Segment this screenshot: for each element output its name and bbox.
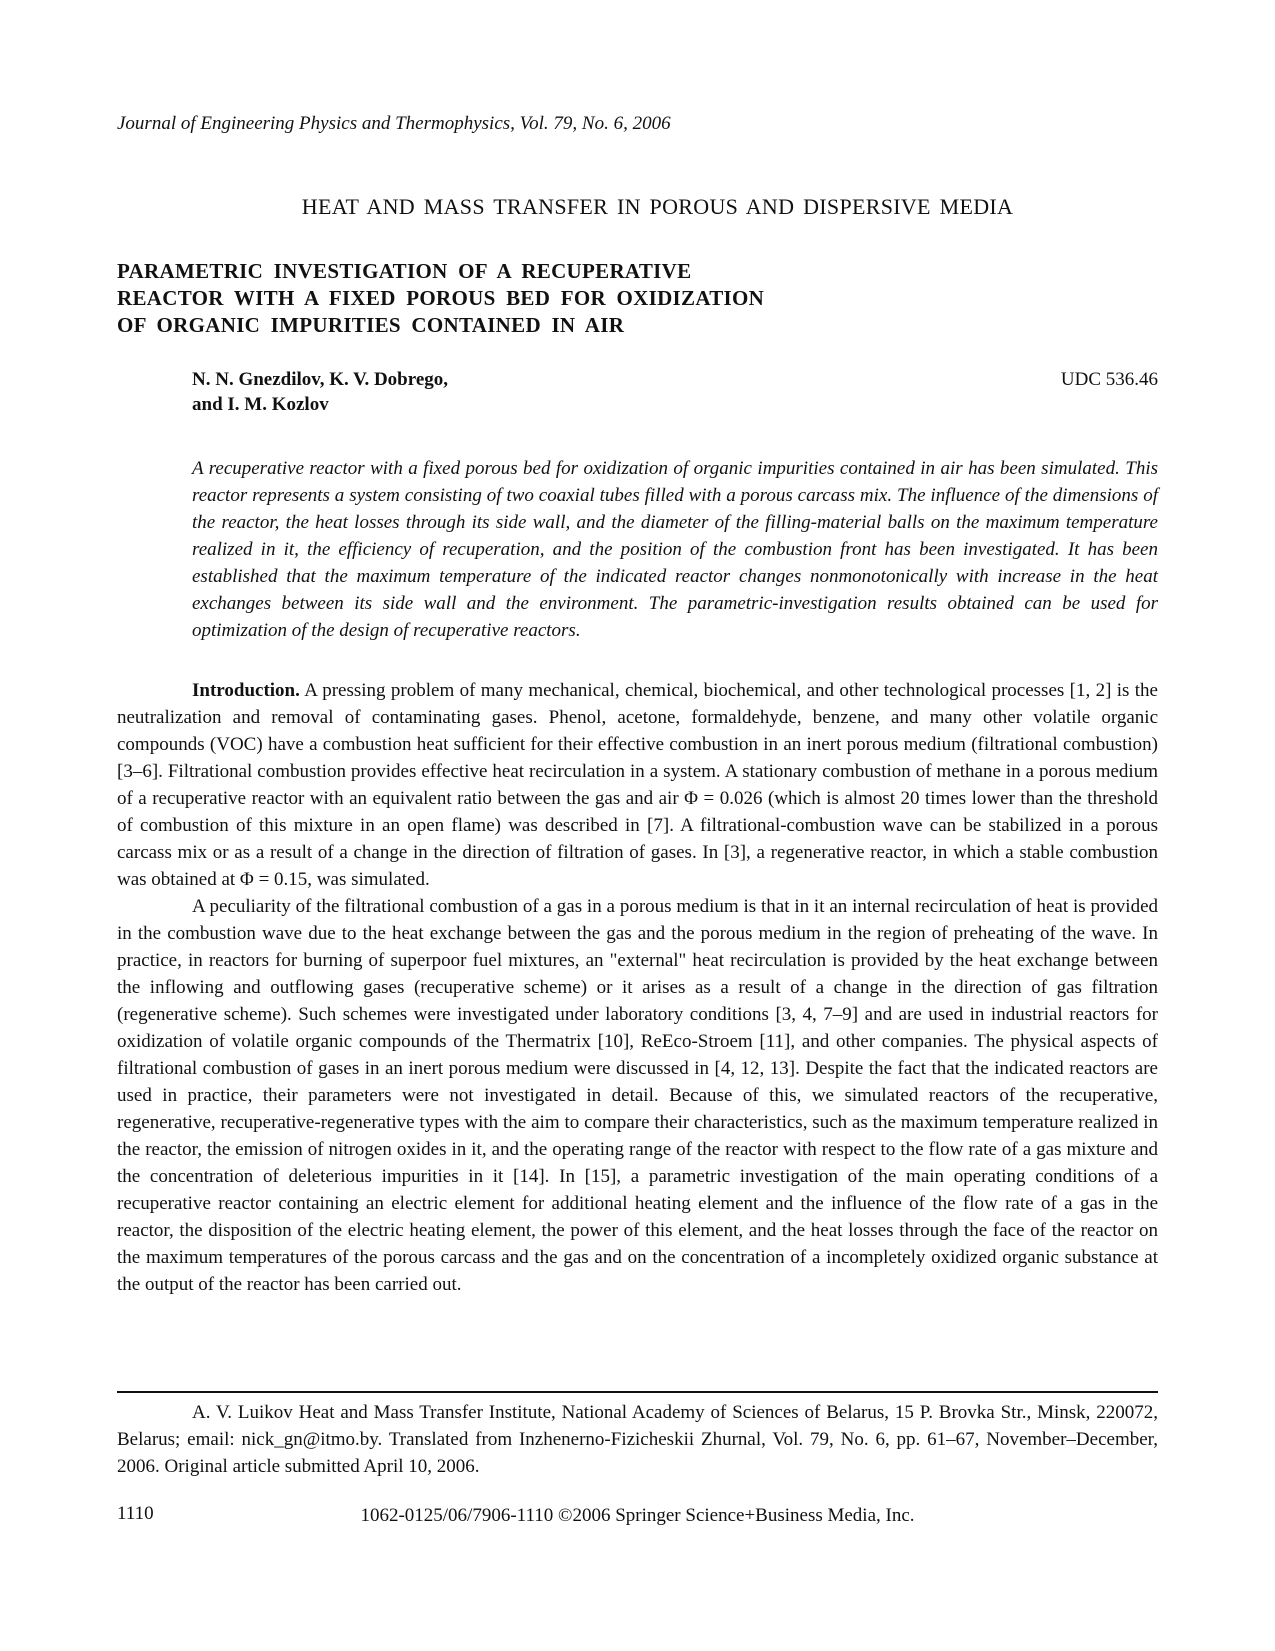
introduction-heading: Introduction. xyxy=(192,680,300,701)
footnote-divider xyxy=(117,1391,1158,1393)
udc-code: UDC 536.46 xyxy=(1060,369,1158,390)
title-line-2: REACTOR WITH A FIXED POROUS BED FOR OXIDIZATION xyxy=(117,286,765,310)
authors-line-2: and I. M. Kozlov xyxy=(192,394,329,415)
affiliation-footnote: A. V. Luikov Heat and Mass Transfer Institute, National Academy of Sciences of Belarus, 15 P. Brovka Str., Minsk, 220072, Belarus; email: nick_gn@itmo.by. Translated from Inzhenerno-Fizicheskii Zhurnal, Vol. 79, No. 6, pp. 61–67, November–December, 2006. Original article submitted April 10, 2006. xyxy=(117,1402,1158,1477)
copyright-line: 1062-0125/06/7906-1110 ©2006 Springer Science+Business Media, Inc. xyxy=(360,1505,915,1526)
introduction-paragraph-1-text: A pressing problem of many mechanical, chemical, biochemical, and other technological processes [1, 2] is the neutralization and removal of contaminating gases. Phenol, acetone, formaldehyde, benzene, and many other volatile organic compounds (VOC) have a combustion heat sufficient for their effective combustion in an inert porous medium (filtrational combustion) [3–6]. Filtrational combustion provides effective heat recirculation in a system. A stationary combustion of methane in a porous medium of a recuperative reactor with an equivalent ratio between the gas and air Φ = 0.026 (which is almost 20 times lower than the threshold of combustion of this mixture in an open flame) was described in [7]. A filtrational-combustion wave can be stabilized in a porous carcass mix or as a result of a change in the direction of filtration of gases. In [3], a regenerative reactor, in which a stable combustion was obtained at Φ = 0.15, was simulated. xyxy=(117,680,1158,890)
page-number: 1110 xyxy=(117,1503,154,1524)
journal-citation: Journal of Engineering Physics and Thermophysics, Vol. 79, No. 6, 2006 xyxy=(117,113,671,134)
title-line-3: OF ORGANIC IMPURITIES CONTAINED IN AIR xyxy=(117,313,625,337)
introduction-paragraph-2: A peculiarity of the filtrational combustion of a gas in a porous medium is that in it an internal recirculation of heat is provided in the combustion wave due to the heat exchange between the gas and the porous medium in the region of preheating of the wave. In practice, in reactors for burning of superpoor fuel mixtures, an "external" heat recirculation is provided by the heat exchange between the inflowing and outflowing gases (recuperative scheme) or it arises as a result of a change in the direction of gas filtration (regenerative scheme). Such schemes were investigated under laboratory conditions [3, 4, 7–9] and are used in industrial reactors for oxidization of volatile organic compounds of the Thermatrix [10], ReEco-Stroem [11], and other companies. The physical aspects of filtrational combustion of gases in an inert porous medium were discussed in [4, 12, 13]. Despite the fact that the indicated reactors are used in practice, their parameters were not investigated in detail. Because of this, we simulated reactors of the recuperative, regenerative, recuperative-regenerative types with the aim to compare their characteristics, such as the maximum temperature realized in the reactor, the emission of nitrogen oxides in it, and the operating range of the reactor with respect to the flow rate of a gas mixture and the concentration of deleterious impurities in it [14]. In [15], a parametric investigation of the main operating conditions of a recuperative reactor containing an electric element for additional heating element and the influence of the flow rate of a gas in the reactor, the disposition of the electric heating element, the power of this element, and the heat losses through the face of the reactor on the maximum temperatures of the porous carcass and the gas and on the concentration of a incompletely oxidized organic substance at the output of the reactor has been carried out. xyxy=(117,896,1158,1295)
authors-line-1: N. N. Gnezdilov, K. V. Dobrego, xyxy=(192,369,448,390)
author-list xyxy=(192,367,448,417)
title-line-1: PARAMETRIC INVESTIGATION OF A RECUPERATIVE xyxy=(117,259,692,283)
abstract: A recuperative reactor with a fixed porous bed for oxidization of organic impurities contained in air has been simulated. This reactor represents a system consisting of two coaxial tubes filled with a porous carcass mix. The influence of the dimensions of the reactor, the heat losses through its side wall, and the diameter of the filling-material balls on the maximum temperature realized in it, the efficiency of recuperation, and the position of the combustion front has been investigated. It has been established that the maximum temperature of the indicated reactor changes nonmonotonically with increase in the heat exchanges between its side wall and the environment. The parametric-investigation results obtained can be used for optimization of the design of recuperative reactors. xyxy=(192,458,1158,641)
article-title xyxy=(117,258,764,339)
body-text xyxy=(117,677,1158,1298)
introduction-paragraph-1 xyxy=(117,677,1158,893)
section-heading: HEAT AND MASS TRANSFER IN POROUS AND DISPERSIVE MEDIA xyxy=(301,194,1014,219)
